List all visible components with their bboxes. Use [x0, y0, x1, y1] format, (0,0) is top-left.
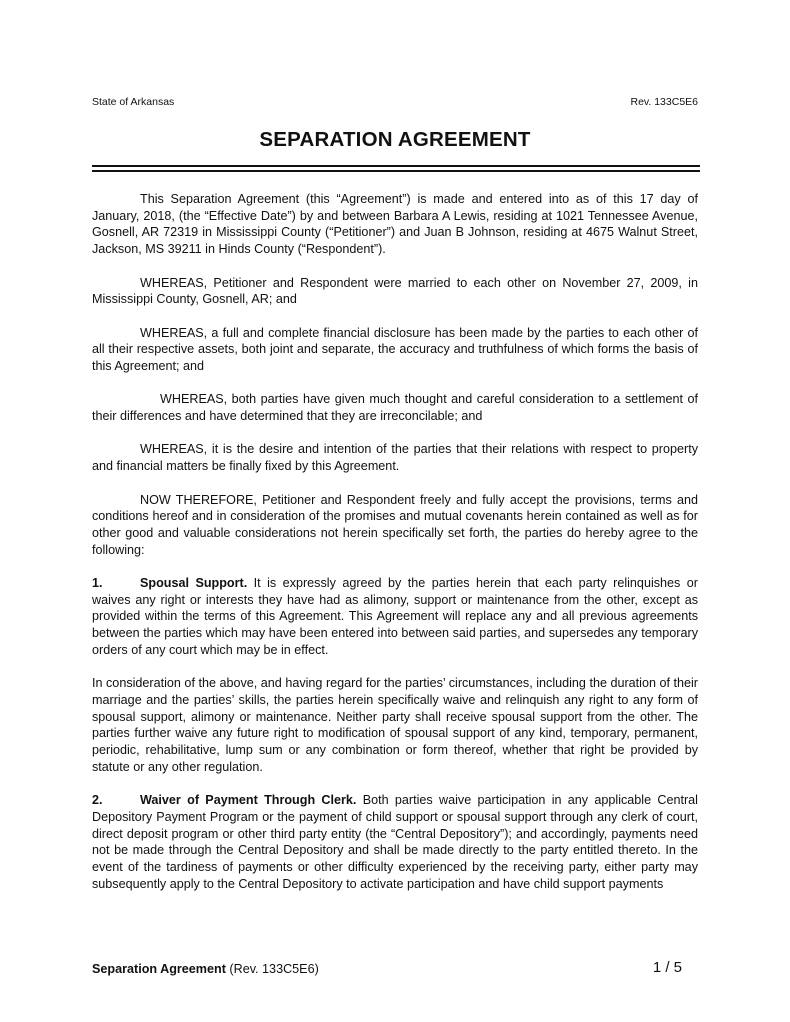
section-1-continuation: In consideration of the above, and having regard for the parties’ circumstances, including the duration of their marriage and the parties’ skills, the parties herein specifically waive and relinquish any right to any form of spousal support, alimony or maintenance. Neither party shall receive spousal support from the other. The parties further waive any future right to modification of spousal support of any kind, temporary, permanent, periodic, rehabilitative, lump sum or any combination or form thereof, whether that right be provided by statute or any other regulation.: [92, 676, 698, 774]
page-number: 1 / 5: [652, 959, 682, 976]
page-footer: [92, 959, 682, 976]
title-rule-top: [92, 165, 700, 167]
section-number: 1.: [92, 576, 103, 591]
whereas-paragraph: WHEREAS, a full and complete financial disclosure has been made by the parties to each other of all their respective assets, both joint and separate, the accuracy and truthfulness of which forms the basis of this Agreement; and: [92, 325, 698, 373]
section-text: It is expressly agreed by the parties herein that each party relinquishes or waives any right or interests they have had as alimony, support or maintenance from the other, except as provided within the terms of this Agreement. This Agreement will replace any and all previous agreements between the parties which may have been entered into between said parties, and supersedes any temporary orders of any court which may be in effect.: [92, 576, 698, 657]
intro-paragraph: This Separation Agreement (this “Agreement”) is made and entered into as of this 17 day of January, 2018, (the “Effective Date”) by and between Barbara A Lewis, residing at 1021 Tennessee Avenue, Gosnell, AR 72319 in Mississippi County (“Petitioner”) and Juan B Johnson, residing at 4675 Walnut Street, Jackson, MS 39211 in Hinds County (“Respondent”).: [92, 192, 698, 257]
header-revision: Rev. 133C5E6: [630, 96, 698, 108]
section-1: [92, 575, 698, 659]
now-therefore-paragraph: NOW THEREFORE, Petitioner and Respondent freely and fully accept the provisions, terms and conditions hereof and in consideration of the promises and mutual covenants herein contained as well as for other good and valuable considerations not herein specifically set forth, the parties do hereby agree to the following:: [92, 492, 698, 557]
footer-title: Separation Agreement: [92, 962, 226, 976]
whereas-paragraph: WHEREAS, both parties have given much thought and careful consideration to a settlement of their differences and have determined that they are irreconcilable; and: [92, 392, 698, 424]
whereas-paragraph: WHEREAS, it is the desire and intention of the parties that their relations with respect to property and financial matters be finally fixed by this Agreement.: [92, 442, 698, 474]
footer-revision: (Rev. 133C5E6): [225, 962, 319, 976]
title-rule-bottom: [92, 170, 700, 172]
whereas-paragraph: WHEREAS, Petitioner and Respondent were married to each other on November 27, 2009, in Mississippi County, Gosnell, AR; and: [92, 275, 698, 307]
section-heading: Waiver of Payment Through Clerk.: [140, 793, 357, 808]
section-heading: Spousal Support.: [140, 576, 248, 591]
document-body: [92, 191, 698, 909]
section-number: 2.: [92, 793, 103, 808]
section-text: Both parties waive participation in any applicable Central Depository Payment Program or the payment of child support or spousal support through any clerk of court, direct deposit program or other third party entity (the “Central Depository”); and accordingly, payments need not be made through the Central Depository and shall be made directly to the party entitled thereto. In the event of the tardiness of payments or other difficulty experienced by the receiving party, either party may subsequently apply to the Central Depository to activate participation and have child support payments: [92, 793, 698, 891]
section-2: [92, 792, 698, 892]
header-state: State of Arkansas: [92, 96, 175, 108]
document-title: SEPARATION AGREEMENT: [259, 128, 531, 151]
